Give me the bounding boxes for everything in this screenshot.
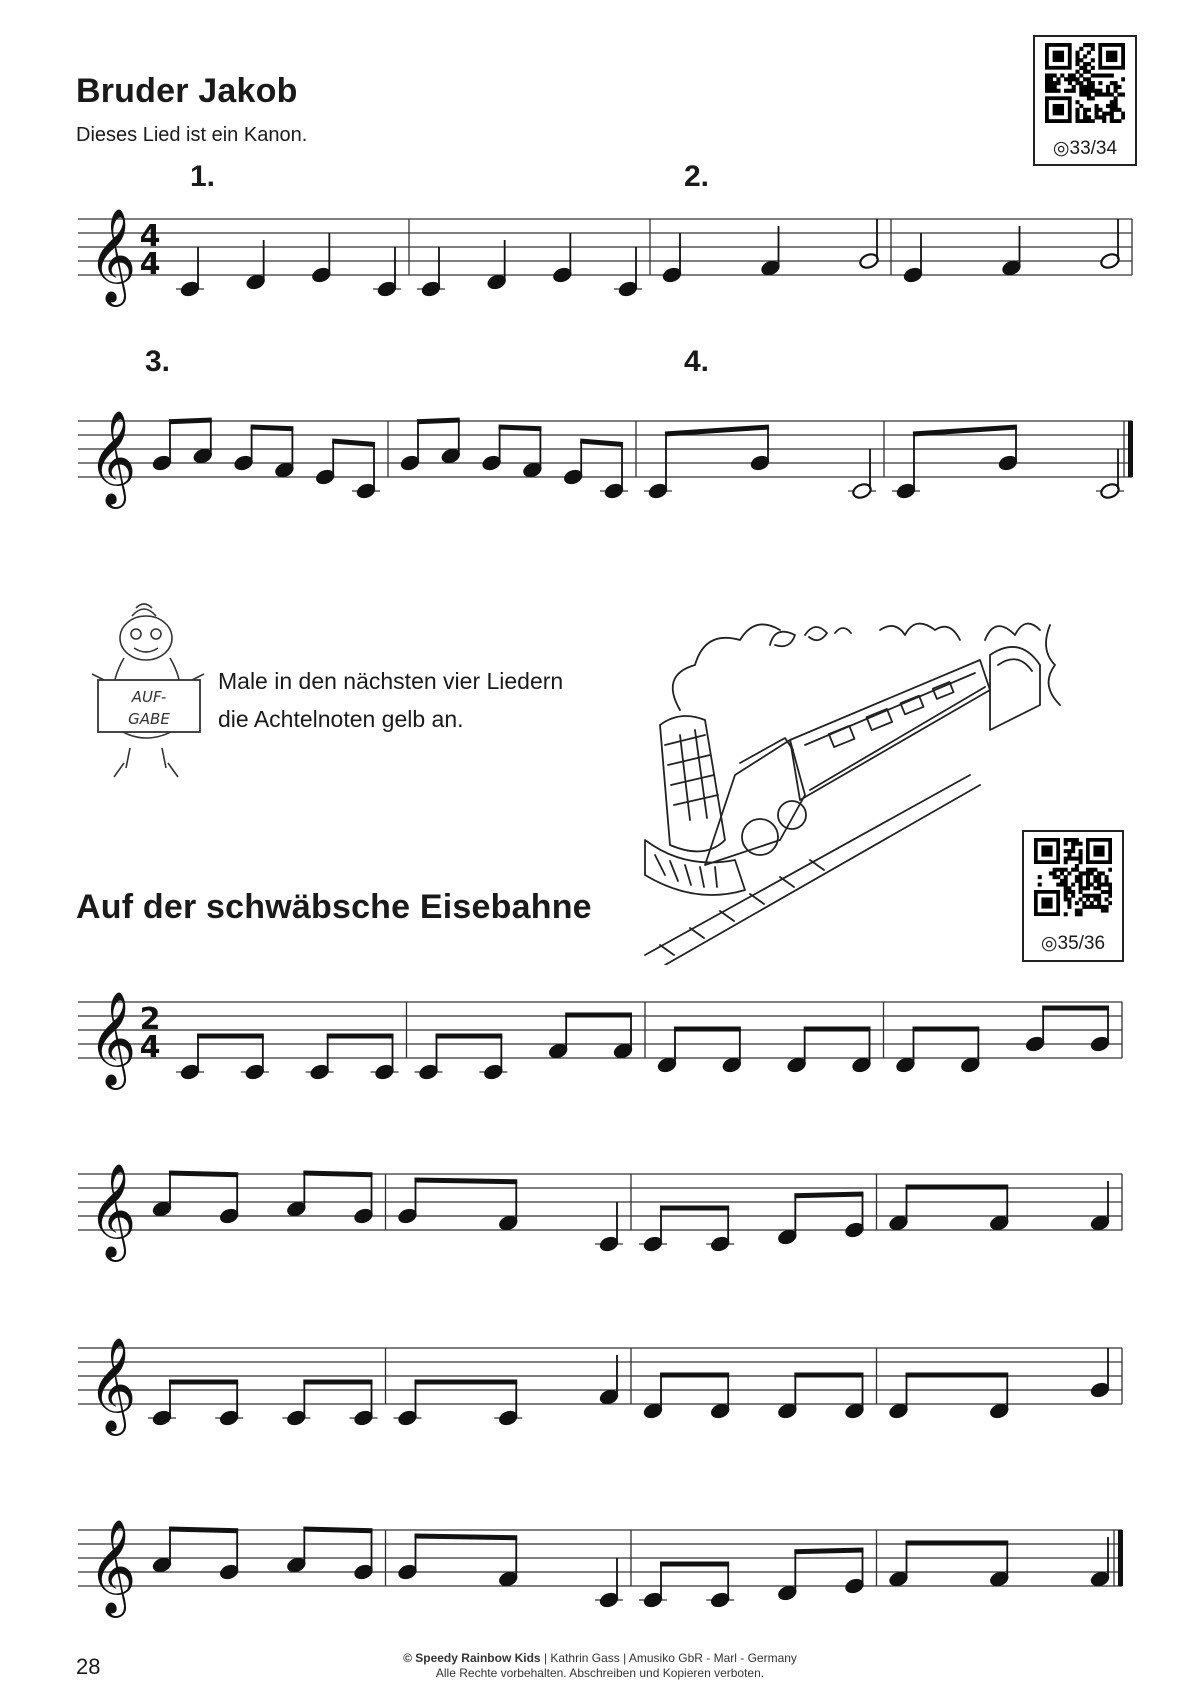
treble-clef-icon: 𝄞 — [88, 1519, 137, 1614]
time-signature-bottom: 4 — [139, 247, 161, 282]
task-text-line-1: Male in den nächsten vier Liedern — [218, 668, 564, 694]
note-beam — [251, 427, 294, 429]
time-signature-top: 2 — [139, 1002, 161, 1037]
final-bar-line — [1118, 1530, 1123, 1586]
page-number: 28 — [76, 1654, 101, 1679]
mascot-illustration — [84, 598, 214, 783]
canon-part-label-1: 1. — [190, 160, 216, 193]
song-title-bruder-jakob: Bruder Jakob — [76, 72, 298, 110]
qr-track-label: 33/34 — [1069, 138, 1118, 159]
time-signature-bottom: 4 — [139, 1030, 161, 1065]
cd-icon: ◎ — [1040, 933, 1058, 954]
qr-track-label: 35/36 — [1057, 933, 1106, 954]
qr-code-eisebahne[interactable] — [1022, 830, 1124, 962]
task-text-line-2: die Achtelnoten gelb an. — [218, 706, 464, 732]
note-beam — [169, 1529, 238, 1531]
svg-text:GABE: GABE — [128, 710, 170, 728]
note-beam — [415, 1536, 518, 1538]
qr-code-icon — [1034, 838, 1112, 918]
note-beam — [169, 420, 212, 422]
final-bar-line — [1128, 421, 1133, 477]
task-instructions — [218, 662, 563, 738]
note-beam — [415, 1180, 518, 1182]
note-beam — [332, 441, 375, 445]
footer-credits: | Kathrin Gass | Amusiko GbR - Marl - Germany — [540, 1651, 797, 1665]
footer-rights: Alle Rechte vorbehalten. Abschreiben und Kopieren verboten. — [435, 1666, 765, 1680]
canon-part-label-4: 4. — [684, 345, 710, 378]
treble-clef-icon: 𝄞 — [88, 1337, 137, 1432]
canon-part-label-2: 2. — [684, 160, 710, 193]
note-beam — [794, 1550, 863, 1552]
note-beam — [499, 427, 542, 429]
note-beam — [303, 1529, 372, 1531]
canon-part-label-3: 3. — [145, 345, 171, 378]
note-beam — [303, 1173, 372, 1175]
note-beam — [794, 1194, 863, 1196]
note-beam — [169, 1173, 238, 1175]
treble-clef-icon: 𝄞 — [88, 208, 137, 303]
song-subtitle: Dieses Lied ist ein Kanon. — [76, 124, 308, 146]
note-beam — [417, 420, 460, 422]
note-beam — [913, 427, 1017, 434]
svg-text:AUF-: AUF- — [131, 688, 167, 706]
footer-brand: © Speedy Rainbow Kids — [403, 1651, 541, 1665]
note-beam — [665, 427, 769, 434]
note-beam — [580, 441, 623, 445]
treble-clef-icon: 𝄞 — [88, 1163, 137, 1258]
copyright-footer — [250, 1651, 950, 1681]
treble-clef-icon: 𝄞 — [88, 410, 137, 505]
time-signature-top: 4 — [139, 219, 161, 254]
treble-clef-icon: 𝄞 — [88, 991, 137, 1086]
cd-icon: ◎ — [1052, 138, 1070, 159]
song-title-schwaebsche-eisebahne: Auf der schwäbsche Eisebahne — [76, 888, 592, 926]
